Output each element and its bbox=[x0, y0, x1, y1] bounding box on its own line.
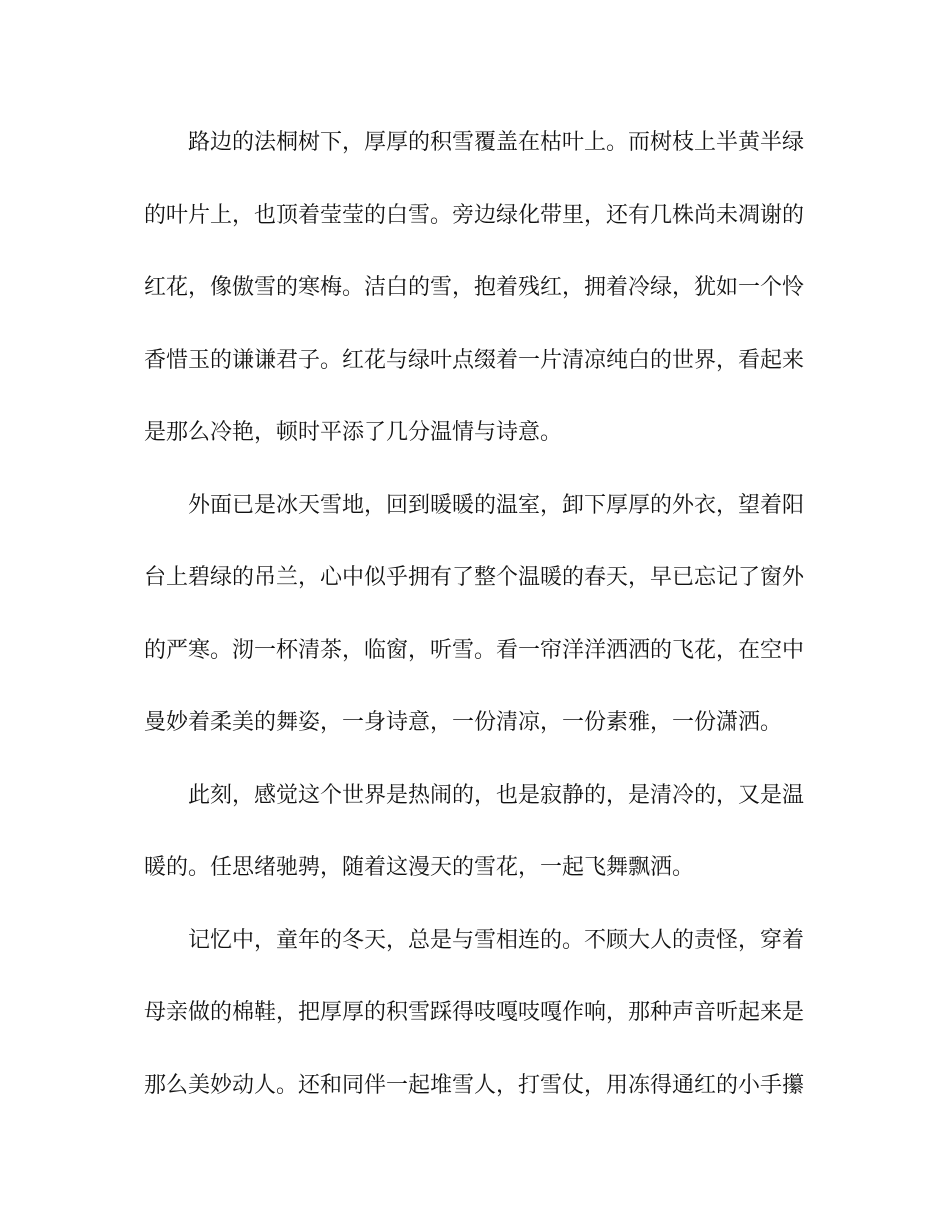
paragraph-3-line-2: 暖的。任思绪驰骋，随着这漫天的雪花，一起飞舞飘洒。 bbox=[144, 855, 695, 880]
paragraph-1-line-2: 的叶片上，也顶着莹莹的白雪。旁边绿化带里，还有几株尚未凋谢的 bbox=[144, 202, 805, 228]
paragraph-4-line-2: 母亲做的棉鞋，把厚厚的积雪踩得吱嘎吱嘎作响，那种声音听起来是 bbox=[144, 1000, 805, 1025]
paragraph-1-line-5: 是那么冷艳，顿时平添了几分温情与诗意。 bbox=[144, 420, 563, 445]
paragraph-4-line-1: 记忆中，童年的冬天，总是与雪相连的。不顾大人的责怪，穿着 bbox=[188, 927, 805, 953]
paragraph-2-line-1: 外面已是冰天雪地，回到暖暖的温室，卸下厚厚的外衣，望着阳 bbox=[188, 492, 805, 518]
paragraph-2-line-3: 的严寒。沏一杯清茶，临窗，听雪。看一帘洋洋洒洒的飞花，在空中 bbox=[144, 637, 805, 663]
paragraph-1-line-4: 香惜玉的谦谦君子。红花与绿叶点缀着一片清凉纯白的世界，看起来 bbox=[144, 347, 805, 373]
paragraph-4-line-3: 那么美妙动人。还和同伴一起堆雪人，打雪仗，用冻得通红的小手攥 bbox=[144, 1072, 805, 1098]
paragraph-2-line-4: 曼妙着柔美的舞姿，一身诗意，一份清凉，一份素雅，一份潇洒。 bbox=[144, 710, 783, 735]
paragraph-3-line-1: 此刻，感觉这个世界是热闹的，也是寂静的，是清冷的，又是温 bbox=[188, 782, 805, 808]
paragraph-1-line-3: 红花，像傲雪的寒梅。洁白的雪，抱着残红，拥着冷绿，犹如一个怜 bbox=[144, 275, 805, 300]
paragraph-2-line-2: 台上碧绿的吊兰，心中似乎拥有了整个温暖的春天，早已忘记了窗外 bbox=[144, 565, 805, 590]
document-body bbox=[144, 118, 805, 1133]
paragraph-1-line-1: 路边的法桐树下，厚厚的积雪覆盖在枯叶上。而树枝上半黄半绿 bbox=[188, 130, 805, 155]
